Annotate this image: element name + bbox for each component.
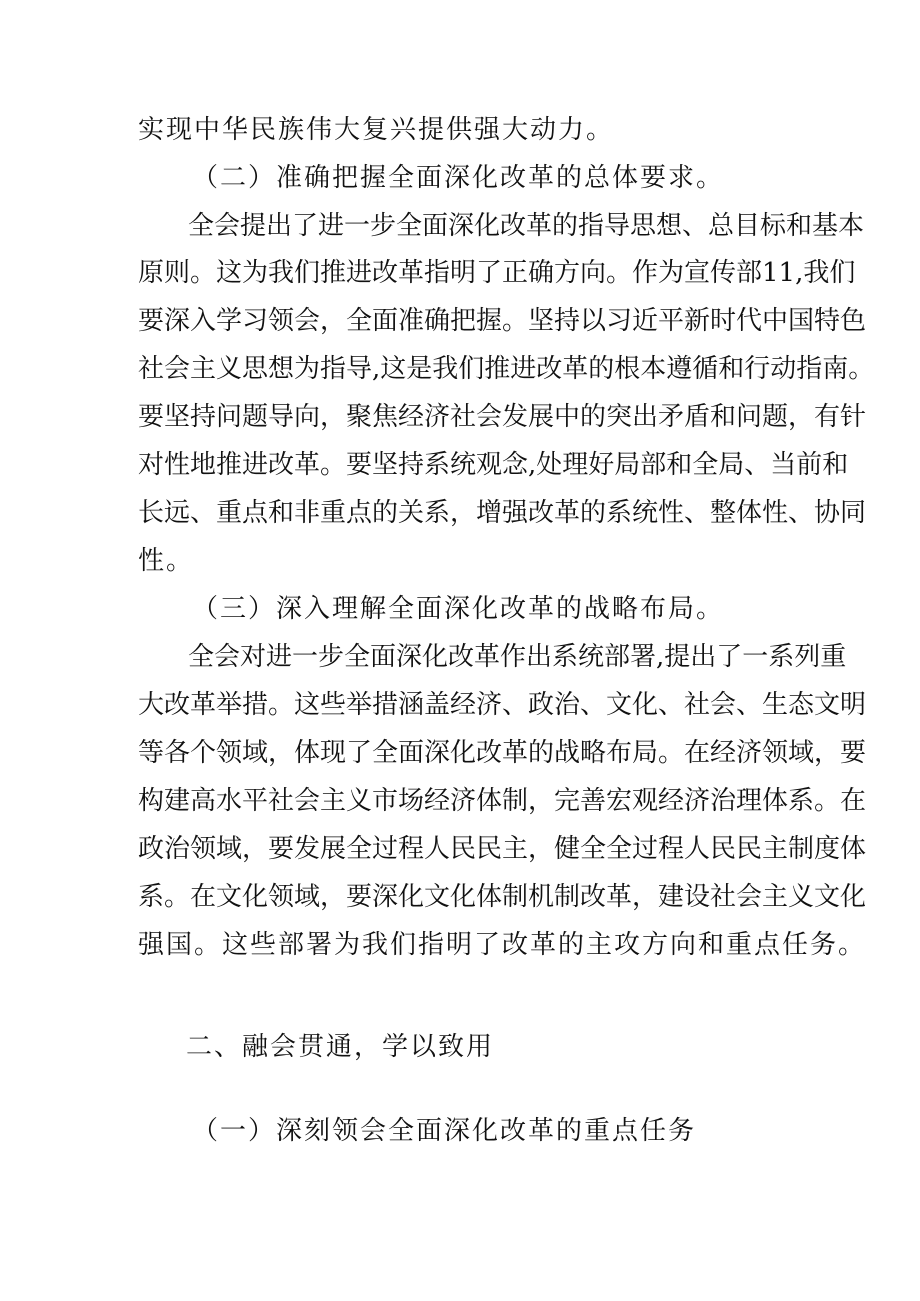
paragraph-2-line-6: 系。在文化领域，要深化文化体制机制改革，建设社会主义文化 (138, 882, 867, 912)
paragraph-2-line-3: 等各个领域，体现了全面深化改革的战略布局。在经济领域，要 (138, 738, 867, 768)
paragraph-2-line-5: 政治领域，要发展全过程人民民主，健全全过程人民民主制度体 (138, 834, 867, 864)
paragraph-1-line-7: 长远、重点和非重点的关系，增强改革的系统性、整体性、协同 (138, 498, 867, 528)
paragraph-2-line-1: 全会对进一步全面深化改革作出系统部署,提出了一系列重 (188, 642, 847, 672)
paragraph-1-line-2: 原则。这为我们推进改革指明了正确方向。作为宣传部11,我们 (138, 258, 856, 288)
paragraph-1-line-5: 要坚持问题导向，聚焦经济社会发展中的突出矛盾和问题，有针 (138, 402, 867, 432)
subheading-3: （三）深入理解全面深化改革的战略布局。 (192, 594, 725, 624)
text-line-continuation: 实现中华民族伟大复兴提供强大动力。 (138, 115, 615, 145)
paragraph-1-line-6: 对性地推进改革。要坚持系统观念,处理好局部和全局、当前和 (138, 450, 849, 480)
paragraph-1-line-1: 全会提出了进一步全面深化改革的指导思想、总目标和基本 (188, 211, 865, 241)
paragraph-1-line-8: 性。 (138, 546, 195, 576)
subheading-1-of-section-2: （一）深刻领会全面深化改革的重点任务 (192, 1116, 697, 1146)
subheading-2: （二）准确把握全面深化改革的总体要求。 (192, 163, 725, 193)
paragraph-2-line-7: 强国。这些部署为我们指明了改革的主攻方向和重点任务。 (138, 930, 867, 960)
paragraph-2-line-2: 大改革举措。这些举措涵盖经济、政治、文化、社会、生态文明 (138, 690, 867, 720)
paragraph-1-line-3: 要深入学习领会，全面准确把握。坚持以习近平新时代中国特色 (138, 306, 867, 336)
section-heading-2: 二、融会贯通，学以致用 (186, 1032, 495, 1062)
paragraph-1-line-4: 社会主义思想为指导,这是我们推进改革的根本遵循和行动指南。 (138, 354, 875, 384)
paragraph-2-line-4: 构建高水平社会主义市场经济体制，完善宏观经济治理体系。在 (138, 786, 867, 816)
